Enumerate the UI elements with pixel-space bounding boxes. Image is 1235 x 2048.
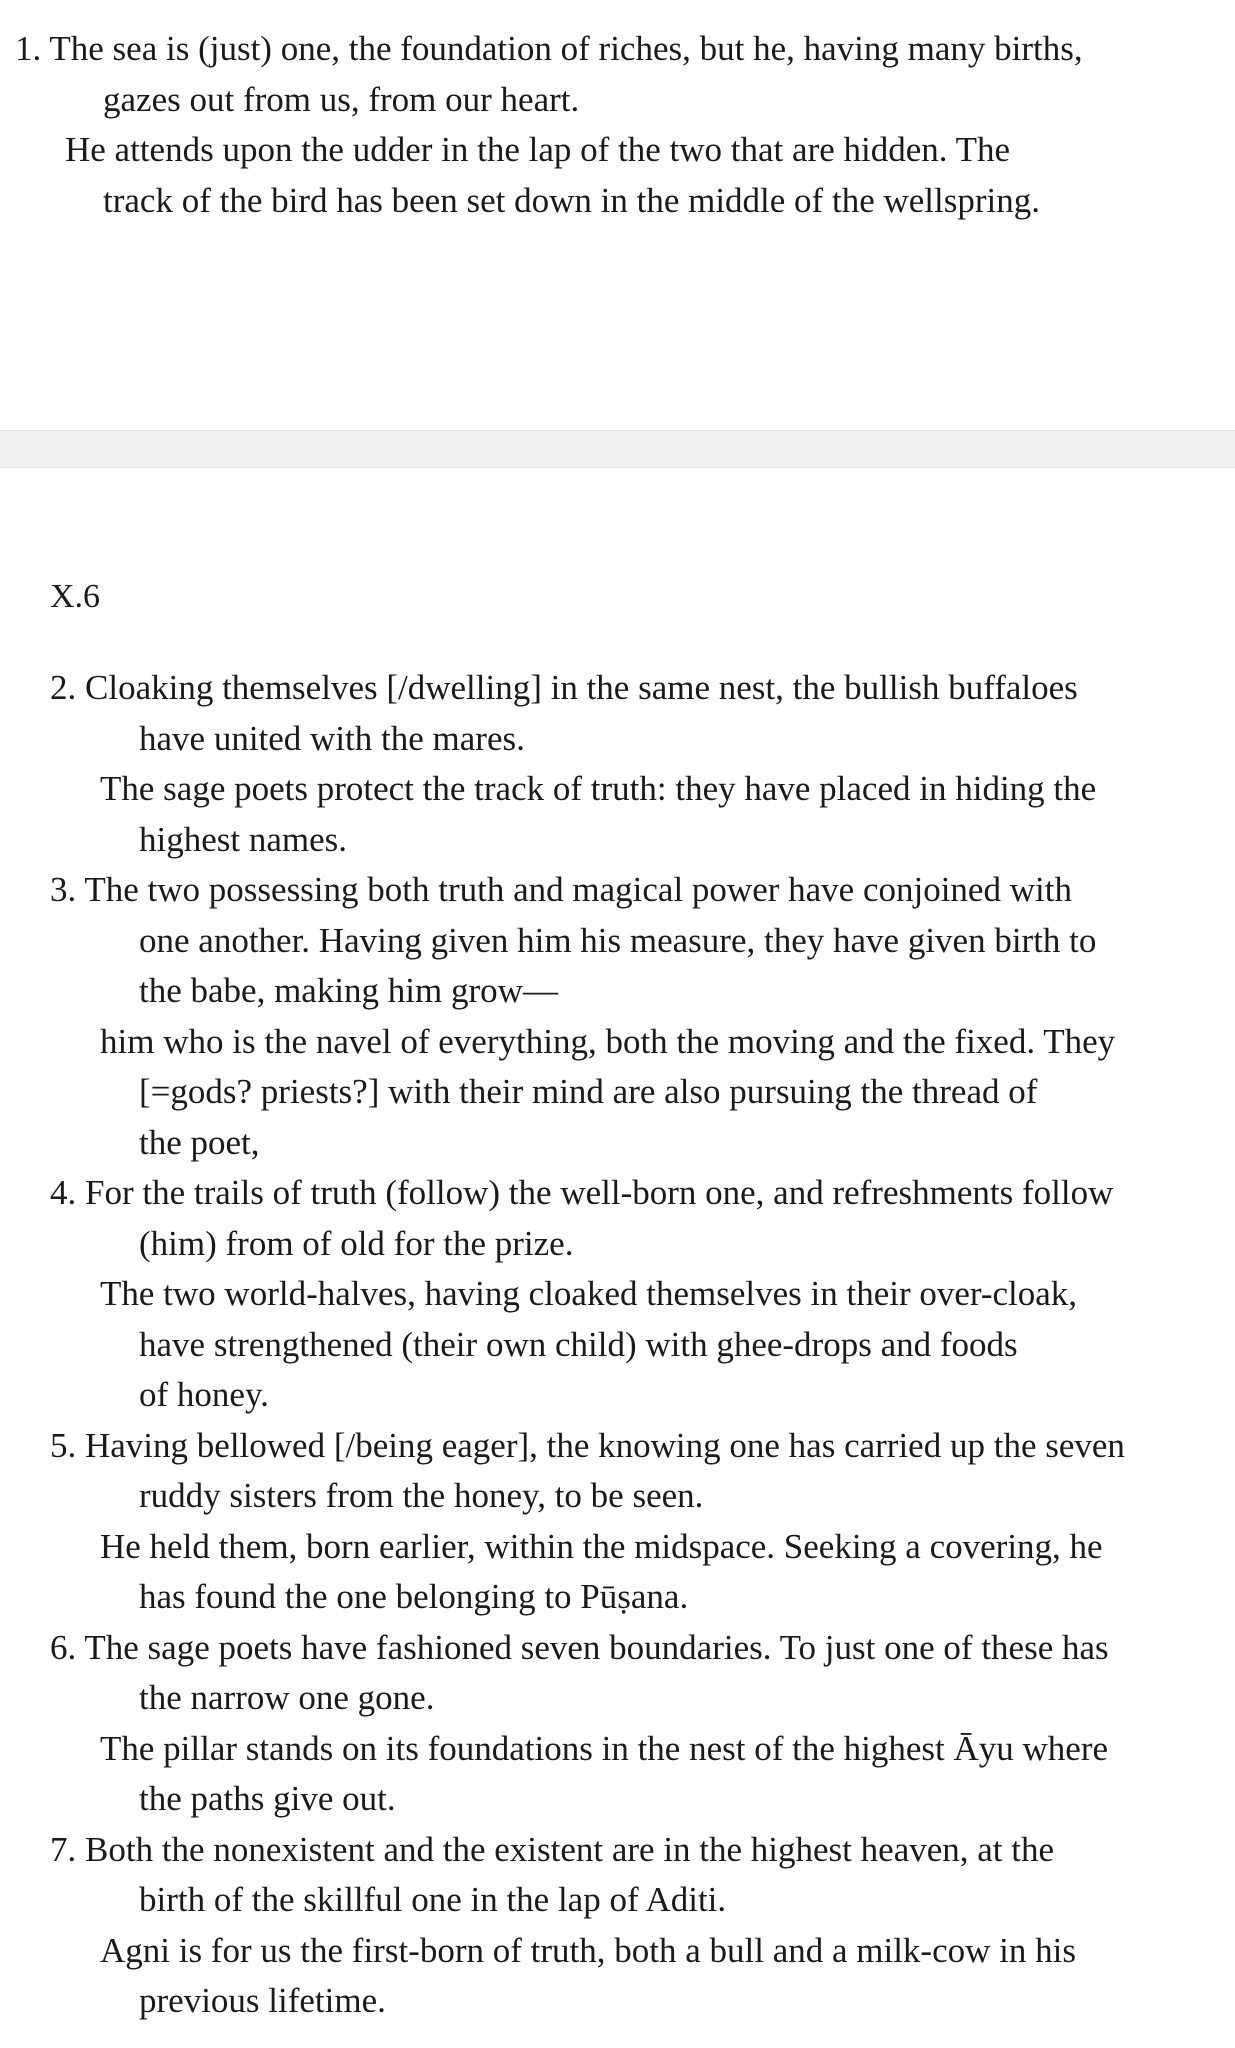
page-divider — [0, 430, 1235, 468]
verse-list — [0, 663, 1235, 2027]
verse-line: the poet, — [139, 1122, 260, 1162]
verse-line: highest names. — [139, 819, 348, 859]
verse-line: track of the bird has been set down in the middle of the wellspring. — [103, 180, 1040, 220]
section-label: X.6 — [50, 578, 101, 615]
verse-line: 1. The sea is (just) one, the foundation of riches, but he, having many births, — [0, 24, 1235, 75]
verse-line: 5. Having bellowed [/being eager], the knowing one has carried up the seven — [0, 1421, 1235, 1472]
verse-number: 1. — [15, 29, 42, 68]
verse-number: 7. — [50, 1829, 77, 1869]
verse-line: Agni is for us the first-born of truth, both a bull and a milk-cow in his — [100, 1930, 1076, 1970]
verse-line: The pillar stands on its foundations in the nest of the highest Āyu where — [100, 1728, 1109, 1768]
verse-number: 3. — [50, 870, 77, 909]
verse-line: has found the one belonging to Pūṣana. — [139, 1577, 689, 1616]
verse-line: 7. Both the nonexistent and the existent are in the highest heaven, at the — [0, 1825, 1235, 1876]
verse-line: The sage poets protect the track of truth: they have placed in hiding the — [100, 769, 1097, 808]
verse-line: The two world-halves, having cloaked themselves in their over-cloak, — [100, 1274, 1078, 1313]
verse-1 — [0, 24, 1235, 226]
verse-line: 3. The two possessing both truth and magical power have conjoined with — [0, 865, 1235, 916]
verse-3 — [0, 865, 1235, 1168]
verse-number: 6. — [50, 1627, 77, 1667]
verse-5 — [0, 1421, 1235, 1623]
verse-line: 6. The sage poets have fashioned seven boundaries. To just one of these has — [0, 1623, 1235, 1674]
verse-6 — [0, 1623, 1235, 1825]
verse-line: him who is the navel of everything, both the moving and the fixed. They — [100, 1021, 1116, 1061]
verse-line: the babe, making him grow— — [139, 971, 558, 1010]
verse-line: one another. Having given him his measure, they have given birth to — [139, 920, 1097, 960]
verse-line: (him) from of old for the prize. — [139, 1223, 574, 1263]
verse-2 — [0, 663, 1235, 865]
verse-line: gazes out from us, from our heart. — [103, 79, 580, 119]
verse-line: 4. For the trails of truth (follow) the well-born one, and refreshments follow — [0, 1168, 1235, 1219]
verse-line: He attends upon the udder in the lap of the two that are hidden. The — [65, 130, 1011, 169]
verse-line: birth of the skillful one in the lap of Aditi. — [139, 1880, 727, 1919]
verse-line: the narrow one gone. — [139, 1678, 435, 1717]
verse-line: ruddy sisters from the honey, to be seen. — [139, 1476, 704, 1515]
verse-line: 2. Cloaking themselves [/dwelling] in the same nest, the bullish buffaloes — [0, 663, 1235, 714]
verse-number: 2. — [50, 668, 77, 707]
verse-line: previous lifetime. — [139, 1981, 386, 2020]
verse-line: [=gods? priests?] with their mind are also pursuing the thread of — [139, 1072, 1038, 1111]
verse-number: 5. — [50, 1425, 77, 1465]
verse-line: have united with the mares. — [139, 718, 525, 758]
previous-verse-block — [0, 24, 1235, 226]
verse-4 — [0, 1168, 1235, 1421]
verse-line: of honey. — [139, 1375, 269, 1414]
verse-line: He held them, born earlier, within the midspace. Seeking a covering, he — [100, 1526, 1103, 1566]
verse-line: have strengthened (their own child) with ghee-drops and foods — [139, 1324, 1018, 1364]
verse-7 — [0, 1825, 1235, 2027]
verse-line: the paths give out. — [139, 1779, 396, 1818]
verse-number: 4. — [50, 1173, 77, 1212]
